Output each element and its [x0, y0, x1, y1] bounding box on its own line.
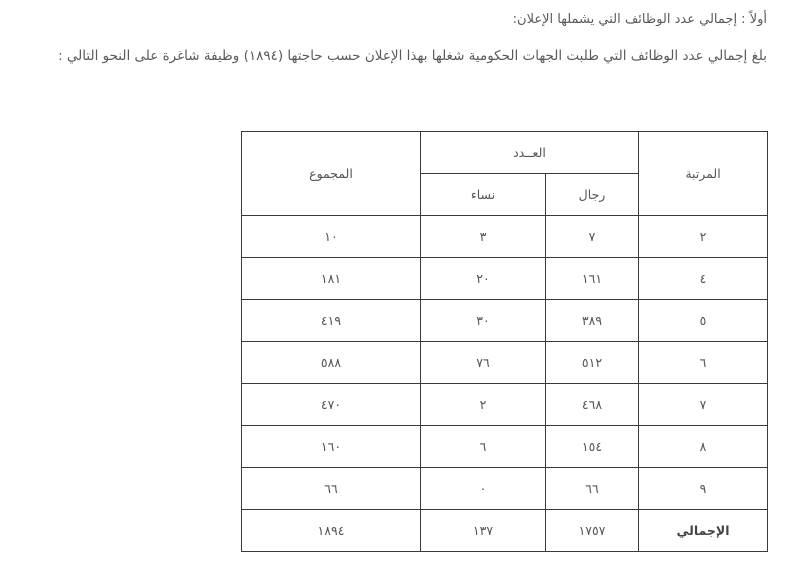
cell-men: ٣٨٩ [546, 300, 639, 342]
cell-totals-men: ١٧٥٧ [546, 510, 639, 552]
cell-women: ٣ [420, 216, 545, 258]
header-men: رجال [546, 174, 639, 216]
table-row [241, 384, 767, 426]
table-row [241, 300, 767, 342]
intro-paragraph: بلغ إجمالي عدد الوظائف التي طلبت الجهات الحكومية شغلها بهذا الإعلان حسب حاجتها (١٨٩٤) وظيفة شاغرة على النحو التالي : [58, 48, 767, 64]
jobs-table-container [242, 131, 768, 552]
cell-women: ٢٠ [420, 258, 545, 300]
cell-men: ١٥٤ [546, 426, 639, 468]
cell-rank: ٨ [639, 426, 768, 468]
table-row [241, 216, 767, 258]
jobs-table [241, 131, 768, 552]
cell-men: ٥١٢ [546, 342, 639, 384]
table-row [241, 258, 767, 300]
totals-row [241, 510, 767, 552]
header-total: المجموع [241, 132, 420, 216]
cell-women: ٢ [420, 384, 545, 426]
cell-women: ٣٠ [420, 300, 545, 342]
header-count: العــدد [420, 132, 638, 174]
header-row-1 [241, 132, 767, 174]
cell-rank: ٦ [639, 342, 768, 384]
table-row [241, 426, 767, 468]
cell-total: ١٦٠ [241, 426, 420, 468]
cell-total: ٤٧٠ [241, 384, 420, 426]
cell-totals-total: ١٨٩٤ [241, 510, 420, 552]
cell-rank: ٧ [639, 384, 768, 426]
header-women: نساء [420, 174, 545, 216]
cell-men: ١٦١ [546, 258, 639, 300]
cell-women: ٧٦ [420, 342, 545, 384]
cell-men: ٦٦ [546, 468, 639, 510]
cell-total: ١٨١ [241, 258, 420, 300]
cell-rank: ٥ [639, 300, 768, 342]
cell-total: ٥٨٨ [241, 342, 420, 384]
table-row [241, 342, 767, 384]
cell-rank: ٢ [639, 216, 768, 258]
section-heading: أولاً : إجمالي عدد الوظائف التي يشملها الإعلان: [512, 12, 767, 27]
header-rank: المرتبة [639, 132, 768, 216]
cell-men: ٤٦٨ [546, 384, 639, 426]
cell-rank: ٤ [639, 258, 768, 300]
cell-total: ٤١٩ [241, 300, 420, 342]
cell-totals-women: ١٣٧ [420, 510, 545, 552]
cell-men: ٧ [546, 216, 639, 258]
cell-total: ١٠ [241, 216, 420, 258]
cell-totals-label: الإجمالي [639, 510, 768, 552]
cell-women: ٦ [420, 426, 545, 468]
cell-women: ٠ [420, 468, 545, 510]
cell-total: ٦٦ [241, 468, 420, 510]
table-row [241, 468, 767, 510]
cell-rank: ٩ [639, 468, 768, 510]
